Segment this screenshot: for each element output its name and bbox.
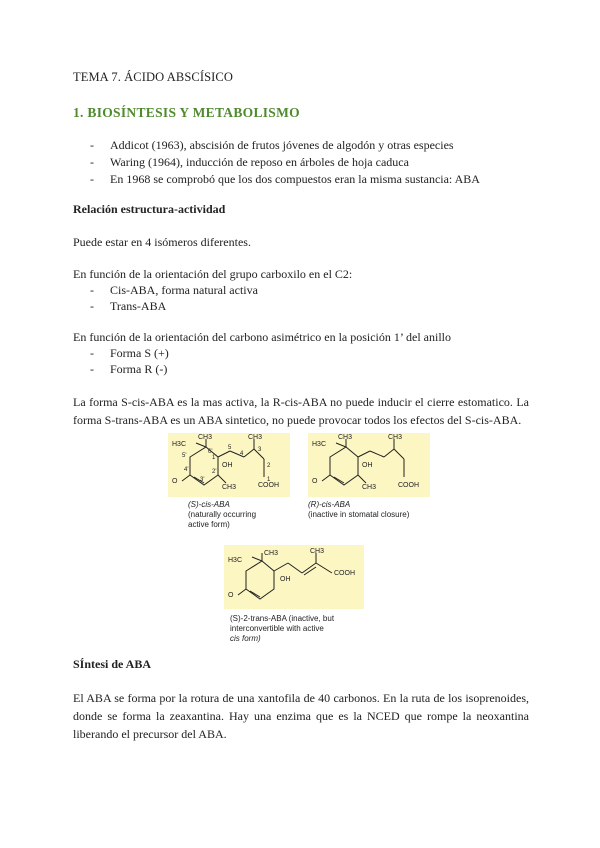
label-cooh: COOH (398, 482, 419, 489)
label-ch3: CH3 (198, 434, 213, 441)
list-item: - Forma S (+) (90, 345, 169, 362)
label-cooh: COOH (334, 570, 355, 577)
label-ch3: CH3 (222, 484, 237, 491)
label-o: O (172, 478, 178, 485)
label-c5: 5 (228, 445, 232, 451)
paragraph-sintesis: El ABA se forma por la rotura de una xantofila de 40 carbonos. En la ruta de los isoprenoides, donde se forma la zeaxantina. Hay una enzima que es la NCED que rompe la neoxantina liberando el precursor del ABA. (73, 691, 529, 741)
label-ch3: CH3 (310, 548, 325, 555)
label-ch3: CH3 (388, 434, 403, 441)
paragraph-isomeros: Puede estar en 4 isómeros diferentes. (73, 235, 251, 249)
label-n3: 3' (200, 477, 205, 483)
label-cooh: COOH (258, 482, 279, 489)
label-h3c: H3C (172, 441, 187, 448)
structure-s-cis-aba (168, 433, 290, 497)
label-h3c: H3C (312, 441, 327, 448)
r-cis-aba-diagram (308, 433, 430, 497)
label-oh: OH (222, 462, 233, 469)
label-o: O (228, 592, 234, 599)
label-c2: 2 (267, 463, 271, 469)
structure-s-trans-aba (224, 545, 364, 609)
label-n2: 2' (212, 469, 217, 475)
paragraph-carboxilo: En función de la orientación del grupo carboxilo en el C2: (73, 267, 353, 281)
s-trans-aba-diagram (224, 545, 364, 609)
label-n5: 5' (182, 453, 187, 459)
label-n1: 1' (212, 455, 217, 461)
paragraph-carbono: En función de la orientación del carbono asimétrico en la posición 1’ del anillo (73, 330, 451, 344)
list-item: - Trans-ABA (90, 298, 166, 315)
label-oh: OH (362, 462, 373, 469)
label-n4: 4' (184, 467, 189, 473)
list-item: - Forma R (-) (90, 361, 167, 378)
paragraph-formas: La forma S-cis-ABA es la mas activa, la R-cis-ABA no puede inducir el cierre estomatico. La forma S-trans-ABA es un ABA sintetico, no puede provocar todos los efectos del S-cis-ABA. (73, 395, 529, 427)
caption-s-trans-aba: (S)-2-trans-ABA (inactive, but interconvertible with active cis form) (230, 614, 335, 643)
label-ch3: CH3 (248, 434, 263, 441)
list-item: - Cis-ABA, forma natural activa (90, 282, 258, 299)
label-ch3: CH3 (338, 434, 353, 441)
subheading-relacion: Relación estructura-actividad (73, 202, 226, 216)
label-n6: 6' (208, 449, 213, 455)
label-c1: 1 (267, 477, 271, 483)
list-item: - En 1968 se comprobó que los dos compuestos eran la misma sustancia: ABA (90, 171, 480, 188)
caption-r-cis-aba: (R)-cis-ABA (inactive in stomatal closure) (308, 500, 410, 519)
document-title: TEMA 7. ÁCIDO ABSCÍSICO (73, 70, 233, 84)
label-c3: 3 (258, 447, 262, 453)
label-ch3: CH3 (362, 484, 377, 491)
section-heading-biosintesis: 1. BIOSÍNTESIS Y METABOLISMO (73, 105, 300, 120)
label-oh: OH (280, 576, 291, 583)
label-o: O (312, 478, 318, 485)
label-ch3: CH3 (264, 550, 279, 557)
list-item: - Addicot (1963), abscisión de frutos jóvenes de algodón y otras especies (90, 137, 454, 154)
structure-r-cis-aba (308, 433, 430, 497)
list-item: - Waring (1964), inducción de reposo en árboles de hoja caduca (90, 154, 409, 171)
s-cis-aba-diagram (168, 433, 290, 497)
label-h3c: H3C (228, 557, 243, 564)
label-c4: 4 (240, 451, 244, 457)
caption-s-cis-aba: (S)-cis-ABA (naturally occurring active form) (188, 500, 257, 529)
subheading-sintesis: SÍntesi de ABA (73, 657, 152, 671)
